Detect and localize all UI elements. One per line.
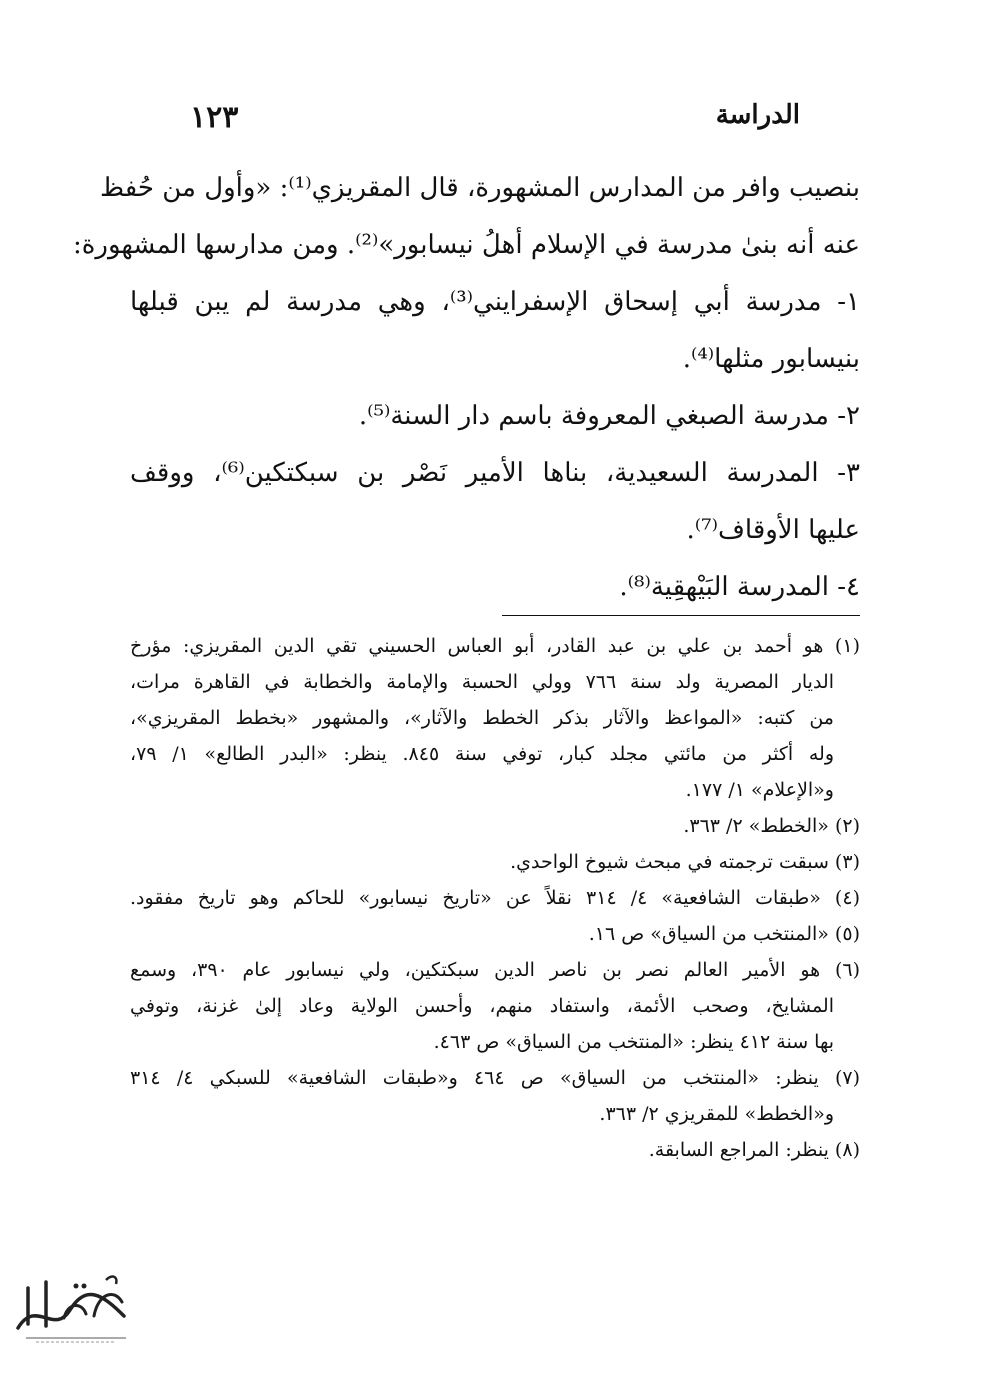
footnote-line: الديار المصرية ولد سنة ٧٦٦ وولي الحسبة والإمامة والخطابة في القاهرة مرات، xyxy=(130,671,834,693)
footnote-line: (٤) «طبقات الشافعية» ٤/ ٣١٤ نقلاً عن «تاريخ نيسابور» للحاكم وهو تاريخ مفقود. xyxy=(130,887,860,909)
footnote-line: (٧) ينظر: «المنتخب من السياق» ص ٤٦٤ و«طبقات الشافعية» للسبكي ٤/ ٣١٤ xyxy=(130,1067,860,1089)
footnote-line: (١) هو أحمد بن علي بن عبد القادر، أبو العباس الحسيني تقي الدين المقريزي: مؤرخ xyxy=(130,635,860,657)
body-text xyxy=(73,160,861,616)
body-line: بنصيب وافر من المدارس المشهورة، قال المقريزي⁽¹⁾: «وأول من حُفظ xyxy=(100,173,860,203)
list-item: ٣- المدرسة السعيدية، بناها الأمير نَصْر بن سبكتكين⁽⁶⁾، ووقف xyxy=(130,458,860,488)
footnote-line: و«الخطط» للمقريزي ٢/ ٣٦٣. xyxy=(599,1103,834,1125)
footnote-line: وله أكثر من مائتي مجلد كبار، توفي سنة ٨٤٥. ينظر: «البدر الطالع» ١/ ٧٩، xyxy=(130,743,835,765)
footnote-line: (٦) هو الأمير العالم نصر بن ناصر الدين سبكتكين، ولي نيسابور عام ٣٩٠، وسمع xyxy=(130,959,860,981)
calligraphy-logo xyxy=(6,1258,146,1348)
footnote-line: المشايخ، وصحب الأئمة، واستفاد منهم، وأحسن الولاية وعاد إلىٰ غزنة، وتوفي xyxy=(130,995,834,1017)
footnote-line: و«الإعلام» ١/ ١٧٧. xyxy=(685,779,834,801)
footnote-line: بها سنة ٤١٢ ينظر: «المنتخب من السياق» ص ٤٦٣. xyxy=(433,1031,834,1053)
footnote-line: من كتبه: «المواعظ والآثار بذكر الخطط والآثار»، والمشهور «بخطط المقريزي»، xyxy=(130,707,834,729)
list-item: ١- مدرسة أبي إسحاق الإسفرايني⁽³⁾، وهي مدرسة لم يبن قبلها xyxy=(130,287,861,317)
footnote-line: (٢) «الخطط» ٢/ ٣٦٣. xyxy=(683,815,860,837)
page-number: ١٢٣ xyxy=(190,100,239,135)
footnote-line: (٨) ينظر: المراجع السابقة. xyxy=(648,1139,860,1161)
list-item: ٢- مدرسة الصبغي المعروفة باسم دار السنة⁽⁵⁾. xyxy=(358,401,860,431)
footnote-line: (٣) سبقت ترجمته في مبحث شيوخ الواحدي. xyxy=(510,851,860,873)
body-line: عنه أنه بنىٰ مدرسة في الإسلام أهلُ نيسابور»⁽²⁾. ومن مدارسها المشهورة: xyxy=(73,230,860,260)
section-title: الدراسة xyxy=(715,100,800,130)
footnote-line: (٥) «المنتخب من السياق» ص ١٦. xyxy=(588,923,860,945)
body-line: بنيسابور مثلها⁽⁴⁾. xyxy=(682,344,860,374)
page-header xyxy=(190,100,800,140)
body-line: عليها الأوقاف⁽⁷⁾. xyxy=(686,515,860,545)
footnotes xyxy=(130,628,860,1168)
footnote-separator xyxy=(502,615,860,616)
list-item: ٤- المدرسة البَيْهقِية⁽⁸⁾. xyxy=(619,572,860,602)
